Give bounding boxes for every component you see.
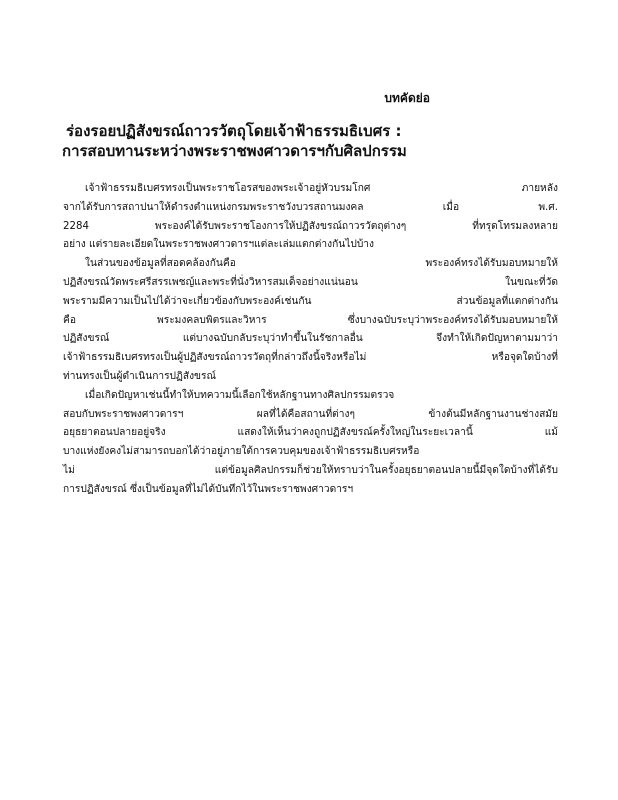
article-title xyxy=(62,121,572,161)
text-line: อยุธยาตอนปลายอยู่จริง แสดงให้เห็นว่าคงถูกปฏิสังขรณ์ครั้งใหญ่ในระยะเวลานี้ แม้ xyxy=(63,427,558,439)
paragraph xyxy=(63,255,558,387)
text-line: พระรามมีความเป็นไปได้ว่าจะเกี่ยวข้องกับพระองค์เช่นกัน ส่วนข้อมูลที่แตกต่างกัน xyxy=(63,295,558,307)
abstract-body xyxy=(63,180,558,500)
text-line: เจ้าฟ้าธรรมธิเบศรทรงเป็นผู้ปฏิสังขรณ์ถาวรวัตถุที่กล่าวถึงนี้จริงหรือไม่ หรือจุดใดบ้างที่ xyxy=(63,352,558,364)
abstract-heading: บทคัดย่อ xyxy=(384,91,430,105)
text-line: บางแห่งยังคงไม่สามารถบอกได้ว่าอยู่ภายใต้การควบคุมของเจ้าฟ้าธรรมธิเบศรหรือ xyxy=(63,446,420,458)
text-line: ในส่วนของข้อมูลที่สอดคล้องกันคือ พระองค์ทรงได้รับมอบหมายให้ xyxy=(85,258,558,270)
text-line: ปฏิสังขรณ์ แต่บางฉบับกลับระบุว่าทำขึ้นในรัชกาลอื่น จึงทำให้เกิดปัญหาตามมาว่า xyxy=(63,333,558,345)
paragraph xyxy=(63,387,558,500)
text-line: ท่านทรงเป็นผู้ดำเนินการปฏิสังขรณ์ xyxy=(63,370,216,382)
title-line: ร่องรอยปฏิสังขรณ์ถาวรวัตถุโดยเจ้าฟ้าธรรมธิเบศร : xyxy=(66,122,402,140)
text-line: อย่าง แต่รายละเอียดในพระราชพงศาวดารฯแต่ละเล่มแตกต่างกันไปบ้าง xyxy=(63,239,374,251)
title-line: การสอบทานระหว่างพระราชพงศาวดารฯกับศิลปกรรม xyxy=(62,142,407,160)
text-line: การปฏิสังขรณ์ ซึ่งเป็นข้อมูลที่ไม่ได้บันทึกไว้ในพระราชพงศาวดารฯ xyxy=(63,483,354,495)
text-line: เจ้าฟ้าธรรมธิเบศรทรงเป็นพระราชโอรสของพระเจ้าอยู่หัวบรมโกศ ภายหลัง xyxy=(85,183,558,194)
text-line: จากได้รับการสถาปนาให้ดำรงตำแหน่งกรมพระราชวังบวรสถานมงคล เมื่อ พ.ศ. xyxy=(63,201,558,213)
text-line: คือ พระมงคลบพิตรและวิหาร ซึ่งบางฉบับระบุว่าพระองค์ทรงได้รับมอบหมายให้ xyxy=(63,314,558,326)
paragraph xyxy=(63,180,558,255)
text-line: 2284 พระองค์ได้รับพระราชโองการให้ปฏิสังขรณ์ถาวรวัตถุต่างๆ ที่ทรุดโทรมลงหลาย xyxy=(63,220,558,232)
text-line: เมื่อเกิดปัญหาเช่นนี้ทำให้บทความนี้เลือกใช้หลักฐานทางศิลปกรรมตรวจ xyxy=(85,389,395,401)
text-line: ไม่ แต่ข้อมูลศิลปกรรมก็ช่วยให้ทราบว่าในครั้งอยุธยาตอนปลายนี้มีจุดใดบ้างที่ได้รับ xyxy=(63,464,558,476)
text-line: ปฏิสังขรณ์วัดพระศรีสรรเพชญ์และพระที่นั่งวิหารสมเด็จอย่างแน่นอน ในขณะที่วัด xyxy=(63,276,558,288)
text-line: สอบกับพระราชพงศาวดารฯ ผลที่ได้คือสถานที่ต่างๆ ข้างต้นมีหลักฐานงานช่างสมัย xyxy=(63,408,558,420)
